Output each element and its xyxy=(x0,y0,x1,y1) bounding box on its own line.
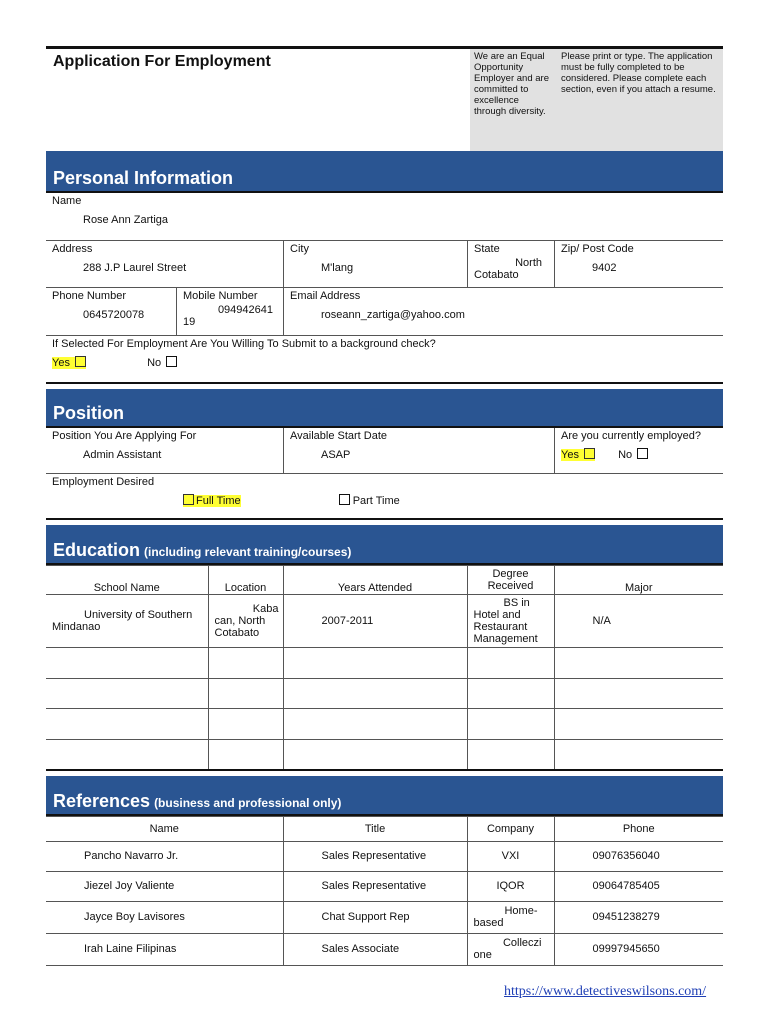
state-value-line1[interactable]: North xyxy=(515,257,542,269)
education-col-degree: Degree Received xyxy=(467,566,554,595)
contact-row xyxy=(46,288,723,336)
applying-cell[interactable] xyxy=(46,428,283,473)
table-row[interactable] xyxy=(46,679,723,709)
employed-options xyxy=(561,448,717,461)
education-col-school: School Name xyxy=(46,566,208,595)
form-header xyxy=(46,49,723,151)
reference-name-cell[interactable]: Jayce Boy Lavisores xyxy=(46,901,283,933)
background-check-question: If Selected For Employment Are You Willing To Submit to a background check? xyxy=(52,338,436,350)
table-row[interactable] xyxy=(46,871,723,901)
part-time-checkbox[interactable] xyxy=(339,494,350,505)
reference-title-cell[interactable]: Sales Representative xyxy=(283,841,467,871)
school-name-cell[interactable]: University of Southern Mindanao xyxy=(46,595,208,648)
email-label: Email Address xyxy=(290,290,361,302)
education-header-row xyxy=(46,566,723,595)
reference-name-cell[interactable]: Jiezel Joy Valiente xyxy=(46,871,283,901)
table-row[interactable] xyxy=(46,901,723,933)
name-value[interactable]: Rose Ann Zartiga xyxy=(83,214,168,226)
employed-no-checkbox[interactable] xyxy=(637,448,648,459)
reference-company-cell[interactable]: IQOR xyxy=(467,871,554,901)
city-value[interactable]: M'lang xyxy=(321,262,354,274)
phone-label: Phone Number xyxy=(52,290,126,302)
education-col-location: Location xyxy=(208,566,283,595)
major-cell[interactable]: N/A xyxy=(554,595,723,648)
reference-phone-cell[interactable]: 09997945650 xyxy=(554,933,723,965)
phone-cell[interactable] xyxy=(46,288,176,335)
address-row xyxy=(46,241,723,288)
state-value-line2[interactable]: Cotabato xyxy=(474,269,519,281)
reference-company-cell[interactable]: Colleczi one xyxy=(467,933,554,965)
zip-value[interactable]: 9402 xyxy=(592,262,617,274)
references-subheading: (business and professional only) xyxy=(154,795,342,810)
reference-name-cell[interactable]: Irah Laine Filipinas xyxy=(46,933,283,965)
background-no-option[interactable] xyxy=(147,357,177,369)
employment-desired-row xyxy=(46,474,723,520)
eoe-statement: We are an Equal Opportunity Employer and are committed to excellence through diversity. xyxy=(470,49,557,151)
state-cell[interactable] xyxy=(467,241,554,287)
applying-label: Position You Are Applying For xyxy=(52,430,197,442)
address-label: Address xyxy=(52,243,93,255)
full-time-checkbox[interactable] xyxy=(183,494,194,505)
state-label: State xyxy=(474,243,500,255)
form-title: Application For Employment xyxy=(53,53,271,70)
table-row[interactable] xyxy=(46,740,723,770)
references-banner xyxy=(46,776,723,816)
table-row[interactable] xyxy=(46,648,723,679)
position-row xyxy=(46,428,723,474)
employed-yes-checkbox[interactable] xyxy=(584,448,595,459)
background-yes-option[interactable] xyxy=(52,357,86,369)
table-row[interactable] xyxy=(46,841,723,871)
employment-desired-label: Employment Desired xyxy=(52,476,155,488)
personal-information-banner xyxy=(46,151,723,193)
references-col-company: Company xyxy=(467,816,554,841)
background-no-label: No xyxy=(147,357,162,369)
reference-phone-cell[interactable]: 09451238279 xyxy=(554,901,723,933)
part-time-label: Part Time xyxy=(352,495,400,507)
background-no-checkbox[interactable] xyxy=(166,356,177,367)
email-value[interactable]: roseann_zartiga@yahoo.com xyxy=(321,309,465,321)
email-cell[interactable] xyxy=(283,288,723,335)
employed-no-option[interactable] xyxy=(618,449,648,461)
name-row xyxy=(46,193,723,241)
reference-title-cell[interactable]: Sales Representative xyxy=(283,871,467,901)
city-cell[interactable] xyxy=(283,241,467,287)
degree-cell[interactable]: BS in Hotel and Restaurant Management xyxy=(467,595,554,648)
background-yes-checkbox[interactable] xyxy=(75,356,86,367)
footer-link[interactable]: https://www.detectiveswilsons.com/ xyxy=(504,984,707,999)
reference-phone-cell[interactable]: 09064785405 xyxy=(554,871,723,901)
education-subheading: (including relevant training/courses) xyxy=(144,545,352,559)
references-header-row xyxy=(46,816,723,841)
personal-information-heading: Personal Information xyxy=(53,168,234,188)
full-time-option[interactable] xyxy=(183,495,241,507)
employed-yes-option[interactable] xyxy=(561,449,595,461)
instructions-note: Please print or type. The application must be fully completed to be considered. Please complete each section, even if you attach a resume. xyxy=(557,49,723,151)
address-value[interactable]: 288 J.P Laurel Street xyxy=(83,262,187,274)
references-col-phone: Phone xyxy=(554,816,723,841)
mobile-value-line2[interactable]: 19 xyxy=(183,316,196,328)
reference-name-cell[interactable]: Pancho Navarro Jr. xyxy=(46,841,283,871)
part-time-option[interactable] xyxy=(339,495,400,507)
reference-company-cell[interactable]: VXI xyxy=(467,841,554,871)
background-check-row xyxy=(46,336,723,384)
employed-cell xyxy=(554,428,723,473)
start-date-cell[interactable] xyxy=(283,428,554,473)
application-form xyxy=(46,46,723,966)
position-banner xyxy=(46,389,723,428)
address-cell[interactable] xyxy=(46,241,283,287)
employed-yes-label: Yes xyxy=(561,449,579,461)
education-col-major: Major xyxy=(554,566,723,595)
employed-label: Are you currently employed? xyxy=(561,430,702,442)
zip-cell[interactable] xyxy=(554,241,723,287)
start-date-value[interactable]: ASAP xyxy=(321,449,351,461)
name-label: Name xyxy=(52,195,82,207)
references-heading: References xyxy=(53,790,151,811)
education-heading: Education xyxy=(53,540,141,560)
reference-title-cell[interactable]: Chat Support Rep xyxy=(283,901,467,933)
employment-desired-cell xyxy=(46,474,723,518)
name-cell[interactable] xyxy=(46,193,723,240)
zip-label: Zip/ Post Code xyxy=(561,243,634,255)
table-row[interactable] xyxy=(46,709,723,740)
mobile-cell[interactable] xyxy=(176,288,283,335)
employed-no-label: No xyxy=(618,449,633,461)
references-col-title: Title xyxy=(283,816,467,841)
background-check-cell xyxy=(46,336,723,382)
years-attended-cell[interactable]: 2007-2011 xyxy=(283,595,467,648)
reference-phone-cell[interactable]: 09076356040 xyxy=(554,841,723,871)
table-row[interactable] xyxy=(46,933,723,965)
location-cell[interactable]: Kaba can, North Cotabato xyxy=(208,595,283,648)
references-col-name: Name xyxy=(46,816,283,841)
education-col-years: Years Attended xyxy=(283,566,467,595)
education-table xyxy=(46,565,723,771)
position-heading: Position xyxy=(53,403,124,423)
references-table xyxy=(46,816,723,966)
table-row[interactable] xyxy=(46,595,723,648)
applying-value[interactable]: Admin Assistant xyxy=(83,449,162,461)
city-label: City xyxy=(290,243,309,255)
employment-desired-options xyxy=(52,494,717,507)
phone-value[interactable]: 0645720078 xyxy=(83,309,145,321)
mobile-label: Mobile Number xyxy=(183,290,258,302)
education-banner xyxy=(46,525,723,565)
start-date-label: Available Start Date xyxy=(290,430,388,442)
reference-title-cell[interactable]: Sales Associate xyxy=(283,933,467,965)
full-time-label: Full Time xyxy=(196,495,241,507)
mobile-value-line1[interactable]: 094942641 xyxy=(217,304,273,316)
background-yes-label: Yes xyxy=(52,357,70,369)
background-check-options xyxy=(52,356,717,369)
reference-company-cell[interactable]: Home- based xyxy=(467,901,554,933)
